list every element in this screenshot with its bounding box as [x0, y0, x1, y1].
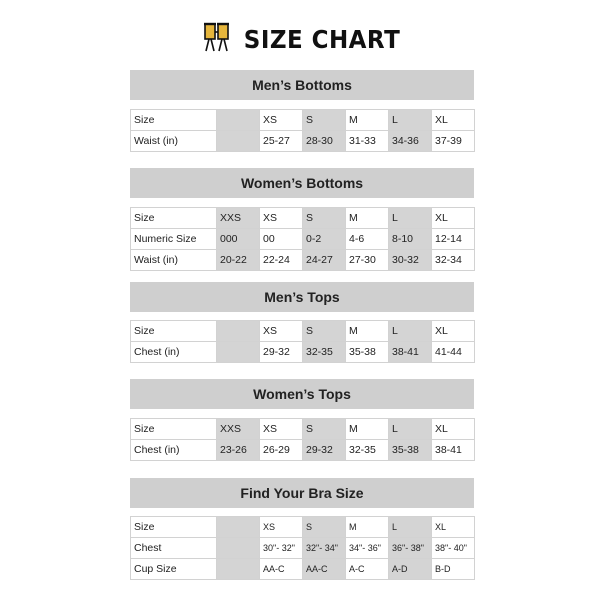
table-cell: AA-C	[260, 559, 303, 580]
table-cell: XS	[260, 110, 303, 131]
table-cell: 30-32	[389, 250, 432, 271]
womens-tops-table	[130, 418, 475, 461]
table-cell: 000	[217, 229, 260, 250]
row-label: Size	[131, 419, 217, 440]
table-cell: M	[346, 208, 389, 229]
table-cell: 30"- 32"	[260, 538, 303, 559]
table-cell: 35-38	[346, 342, 389, 363]
table-cell: XS	[260, 208, 303, 229]
row-label: Chest	[131, 538, 217, 559]
table-row	[131, 342, 475, 363]
table-cell	[217, 131, 260, 152]
table-cell: L	[389, 208, 432, 229]
section-title: Women’s Tops	[130, 379, 474, 409]
table-cell: 38-41	[389, 342, 432, 363]
table-cell	[217, 110, 260, 131]
table-cell: 26-29	[260, 440, 303, 461]
womens-bottoms-section	[130, 168, 474, 198]
table-cell: XXS	[217, 419, 260, 440]
table-cell: 23-26	[217, 440, 260, 461]
table-cell: 27-30	[346, 250, 389, 271]
row-label: Size	[131, 321, 217, 342]
table-row	[131, 419, 475, 440]
table-row	[131, 440, 475, 461]
table-cell: S	[303, 419, 346, 440]
row-label: Cup Size	[131, 559, 217, 580]
size-chart-header	[0, 22, 608, 60]
table-cell: 24-27	[303, 250, 346, 271]
table-cell: XL	[432, 208, 475, 229]
table-cell: 32-35	[346, 440, 389, 461]
table-cell: XS	[260, 517, 303, 538]
table-cell: 34-36	[389, 131, 432, 152]
mens-tops-table	[130, 320, 475, 363]
table-cell: XL	[432, 419, 475, 440]
table-row	[131, 321, 475, 342]
section-title: Men’s Bottoms	[130, 70, 474, 100]
table-cell: XL	[432, 110, 475, 131]
table-cell: 4-6	[346, 229, 389, 250]
bongo-drums-icon	[201, 22, 233, 57]
table-cell: 12-14	[432, 229, 475, 250]
table-cell: 32-35	[303, 342, 346, 363]
table-row	[131, 517, 475, 538]
table-cell: XL	[432, 517, 475, 538]
table-row	[131, 110, 475, 131]
row-label: Chest (in)	[131, 440, 217, 461]
mens-bottoms-table	[130, 109, 475, 152]
table-row	[131, 208, 475, 229]
table-row	[131, 250, 475, 271]
table-row	[131, 538, 475, 559]
table-cell: AA-C	[303, 559, 346, 580]
table-cell: 38"- 40"	[432, 538, 475, 559]
row-label: Waist (in)	[131, 131, 217, 152]
table-cell: 29-32	[260, 342, 303, 363]
mens-tops-section	[130, 282, 474, 312]
table-cell: 38-41	[432, 440, 475, 461]
row-label: Size	[131, 110, 217, 131]
row-label: Numeric Size	[131, 229, 217, 250]
table-cell: 32"- 34"	[303, 538, 346, 559]
section-title: Women’s Bottoms	[130, 168, 474, 198]
table-cell: L	[389, 321, 432, 342]
womens-tops-section	[130, 379, 474, 409]
table-cell: 31-33	[346, 131, 389, 152]
table-cell: S	[303, 517, 346, 538]
table-cell	[217, 517, 260, 538]
table-cell: XL	[432, 321, 475, 342]
page-title: SIZE CHART	[243, 25, 401, 54]
table-cell: 0-2	[303, 229, 346, 250]
table-cell: L	[389, 517, 432, 538]
table-cell	[217, 559, 260, 580]
table-cell: L	[389, 110, 432, 131]
row-label: Chest (in)	[131, 342, 217, 363]
table-cell: 37-39	[432, 131, 475, 152]
table-cell: 36"- 38"	[389, 538, 432, 559]
bra-size-table	[130, 516, 475, 580]
table-row	[131, 229, 475, 250]
table-cell: M	[346, 419, 389, 440]
table-cell	[217, 342, 260, 363]
section-title: Find Your Bra Size	[130, 478, 474, 508]
table-cell: XS	[260, 321, 303, 342]
table-cell: 32-34	[432, 250, 475, 271]
table-cell: A-C	[346, 559, 389, 580]
table-cell: M	[346, 321, 389, 342]
table-cell	[217, 321, 260, 342]
row-label: Waist (in)	[131, 250, 217, 271]
table-cell: 22-24	[260, 250, 303, 271]
table-row	[131, 559, 475, 580]
table-cell	[217, 538, 260, 559]
table-cell: 8-10	[389, 229, 432, 250]
table-cell: 35-38	[389, 440, 432, 461]
table-cell: XXS	[217, 208, 260, 229]
row-label: Size	[131, 208, 217, 229]
table-cell: S	[303, 110, 346, 131]
table-cell: 34"- 36"	[346, 538, 389, 559]
table-cell: 20-22	[217, 250, 260, 271]
mens-bottoms-section	[130, 70, 474, 100]
table-cell: 28-30	[303, 131, 346, 152]
table-cell: S	[303, 208, 346, 229]
section-title: Men’s Tops	[130, 282, 474, 312]
table-cell: S	[303, 321, 346, 342]
bra-size-section	[130, 478, 474, 508]
table-cell: M	[346, 517, 389, 538]
row-label: Size	[131, 517, 217, 538]
table-cell: M	[346, 110, 389, 131]
table-cell: 00	[260, 229, 303, 250]
table-cell: 29-32	[303, 440, 346, 461]
table-cell: B-D	[432, 559, 475, 580]
table-cell: 41-44	[432, 342, 475, 363]
womens-bottoms-table	[130, 207, 475, 271]
table-row	[131, 131, 475, 152]
table-cell: 25-27	[260, 131, 303, 152]
table-cell: A-D	[389, 559, 432, 580]
table-cell: L	[389, 419, 432, 440]
table-cell: XS	[260, 419, 303, 440]
